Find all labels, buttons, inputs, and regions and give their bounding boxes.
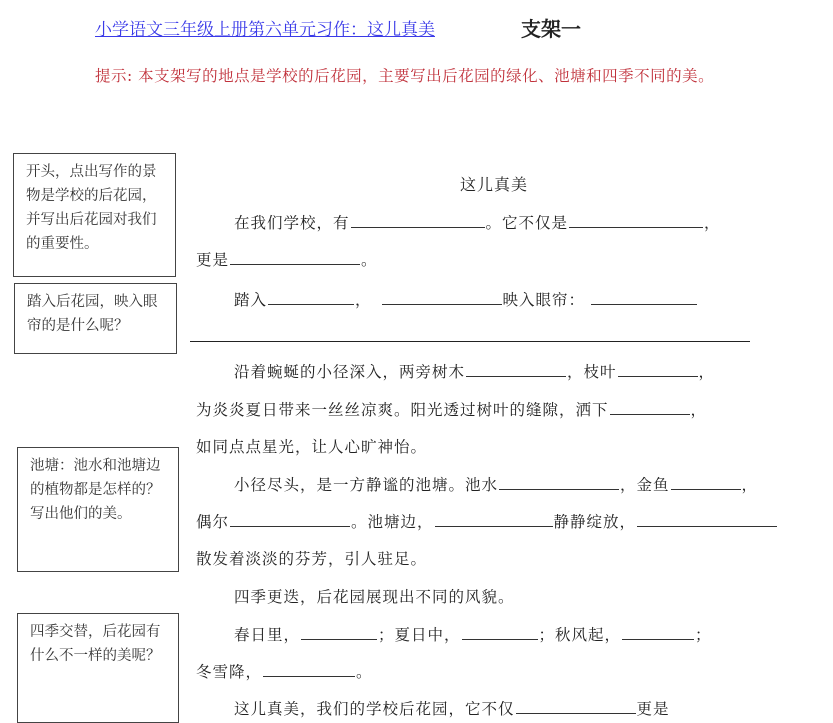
text: 为炎炎夏日带来一丝丝凉爽。阳光透过树叶的缝隙，洒下 — [196, 401, 609, 419]
essay-line — [234, 697, 670, 719]
text: 。池塘边， — [351, 513, 434, 531]
note-box-opening — [13, 153, 176, 277]
fill-blank[interactable] — [435, 512, 553, 527]
fill-blank[interactable] — [622, 625, 694, 640]
fill-blank[interactable] — [263, 662, 355, 677]
hint-text: 提示: 本支架写的地点是学校的后花园，主要写出后花园的绿化、池塘和四季不同的美。 — [95, 67, 715, 85]
text: ， — [355, 291, 372, 309]
text: 。 — [361, 251, 378, 269]
fill-blank[interactable] — [382, 290, 502, 305]
fill-blank[interactable] — [637, 512, 777, 527]
text: 小径尽头，是一方静谧的池塘。池水 — [234, 476, 499, 494]
fill-blank[interactable] — [462, 625, 538, 640]
text: 。它不仅是 — [485, 214, 569, 232]
fill-blank[interactable] — [268, 290, 354, 305]
fill-blank[interactable] — [301, 625, 377, 640]
fill-blank[interactable] — [591, 290, 697, 305]
essay-line — [196, 660, 373, 682]
note-text: 踏入后花园，映入眼帘的是什么呢？ — [27, 294, 158, 334]
fill-blank[interactable] — [466, 362, 566, 377]
note-box-entering — [14, 283, 177, 354]
text: 。 — [356, 663, 373, 681]
fill-blank-full-line[interactable] — [190, 341, 750, 342]
text: 散发着淡淡的芬芳，引人驻足。 — [196, 550, 428, 568]
text: ， — [690, 401, 708, 419]
text: ； — [695, 626, 712, 644]
essay-line — [196, 547, 427, 569]
essay-line — [234, 360, 715, 382]
text: ， — [704, 214, 721, 232]
text: 偶尔 — [196, 513, 230, 531]
text: ；秋风起， — [538, 626, 622, 644]
essay-line — [234, 473, 758, 495]
essay-line — [234, 288, 698, 310]
fill-blank[interactable] — [230, 512, 350, 527]
text: 冬雪降， — [196, 663, 263, 681]
text: 静静绽放， — [553, 513, 637, 531]
essay-title: 这儿真美 — [460, 175, 529, 194]
text: 更是 — [196, 251, 230, 269]
essay-line — [234, 211, 721, 233]
fill-blank[interactable] — [230, 250, 360, 265]
essay-line — [196, 398, 707, 420]
essay-line — [196, 248, 378, 270]
fill-blank[interactable] — [569, 213, 703, 228]
text: ，金鱼 — [620, 476, 670, 494]
text: ；夏日中， — [378, 626, 461, 644]
note-text: 开头，点出写作的景物是学校的后花园，并写出后花园对我们的重要性。 — [26, 164, 157, 252]
document-title-link[interactable]: 小学语文三年级上册第六单元习作：这儿真美 — [95, 20, 435, 40]
text: 映入眼帘： — [502, 291, 586, 309]
text: 四季更迭，后花园展现出不同的风貌。 — [234, 588, 515, 606]
essay-line — [234, 585, 515, 607]
note-text: 池塘：池水和池塘边的植物都是怎样的？写出他们的美。 — [30, 458, 161, 522]
fill-blank[interactable] — [671, 475, 741, 490]
text: 沿着蜿蜒的小径深入，两旁树木 — [234, 363, 466, 381]
fill-blank[interactable] — [499, 475, 619, 490]
fill-blank[interactable] — [610, 400, 690, 415]
essay-line — [196, 435, 427, 457]
fill-blank[interactable] — [618, 362, 698, 377]
text: 春日里， — [234, 626, 301, 644]
text: ， — [698, 363, 716, 381]
text: 如同点点星光，让人心旷神怡。 — [196, 438, 428, 456]
note-box-pond — [17, 447, 179, 572]
essay-line — [234, 623, 712, 645]
scaffold-label: 支架一 — [521, 17, 581, 41]
essay-line — [196, 510, 778, 532]
note-text: 四季交替，后花园有什么不一样的美呢？ — [30, 624, 161, 664]
text: 踏入 — [234, 291, 268, 309]
text: 更是 — [636, 700, 670, 718]
text: 在我们学校，有 — [234, 214, 350, 232]
text: ，枝叶 — [567, 363, 617, 381]
text: ， — [741, 476, 759, 494]
fill-blank[interactable] — [351, 213, 485, 228]
text: 这儿真美，我们的学校后花园，它不仅 — [234, 700, 515, 718]
